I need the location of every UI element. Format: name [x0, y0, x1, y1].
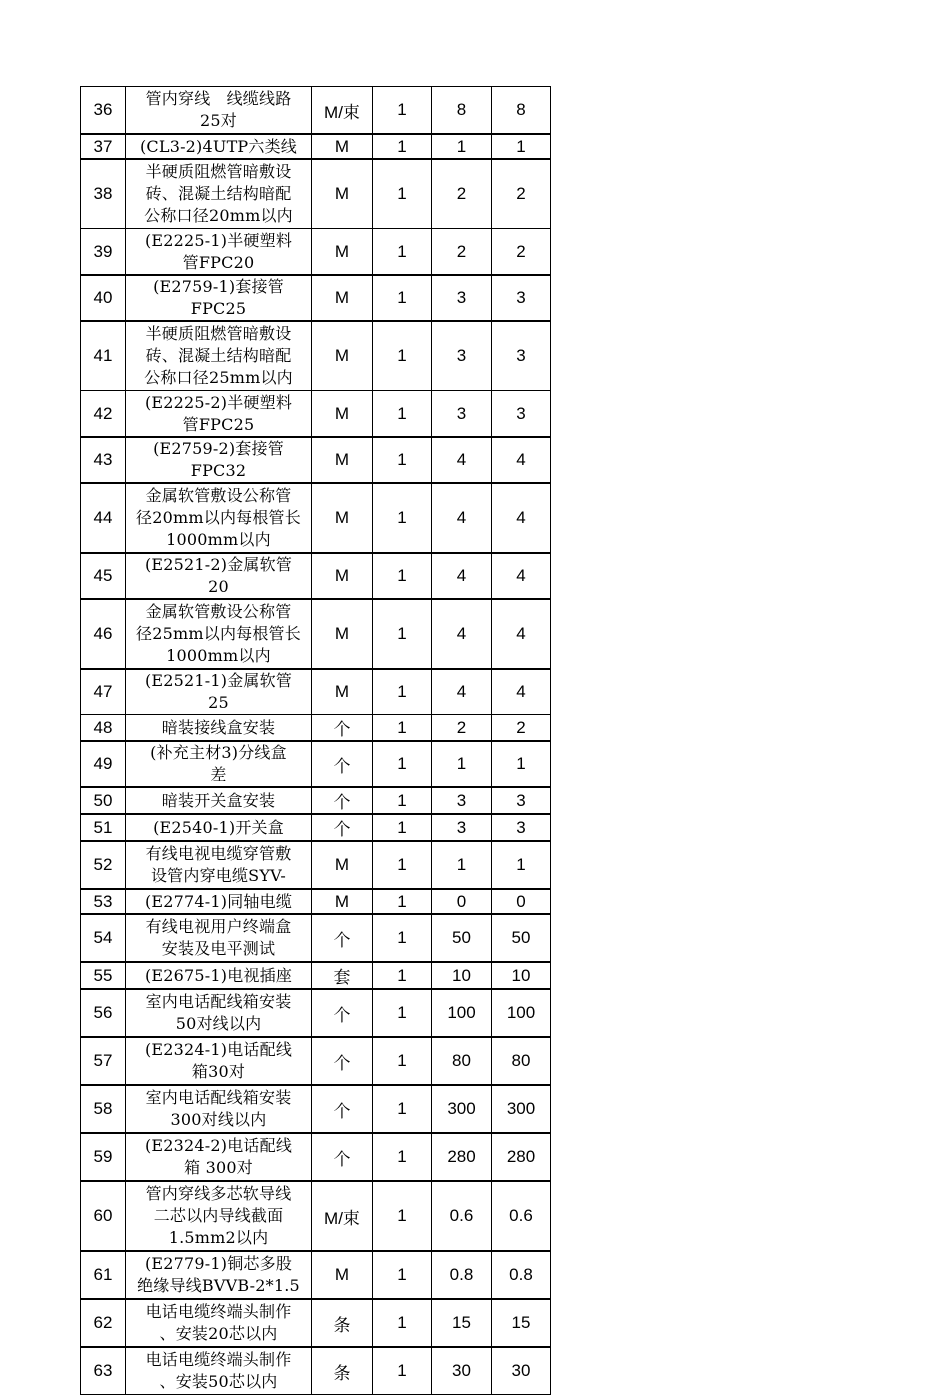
row-number-cell: 58	[81, 1085, 126, 1133]
quantity-cell: 1	[373, 599, 432, 669]
amount-cell: 3	[432, 814, 492, 841]
description-line: 砖、混凝土结构暗配	[145, 346, 292, 365]
description-cell	[126, 787, 312, 814]
quantity-cell: 1	[373, 1251, 432, 1299]
description-line: (E2225-1)半硬塑料	[144, 230, 293, 250]
description-cell	[126, 229, 312, 276]
description-line: (E2759-2)套接管	[153, 439, 284, 458]
unit-cell: 个	[312, 1037, 373, 1085]
total-cell: 280	[492, 1133, 551, 1181]
description-line: 半硬质阻燃管暗敷设	[145, 162, 292, 181]
unit-cell: M/束	[312, 1181, 373, 1251]
amount-cell: 15	[432, 1299, 492, 1347]
table-row	[81, 1181, 551, 1251]
total-cell: 0.8	[492, 1251, 551, 1299]
amount-cell: 3	[432, 391, 492, 438]
description-cell	[126, 1347, 312, 1395]
description-cell	[126, 1181, 312, 1251]
row-number-cell: 46	[81, 599, 126, 669]
description-line: 有线电视用户终端盒	[145, 917, 292, 936]
total-cell: 3	[492, 275, 551, 321]
table-row	[81, 1085, 551, 1133]
total-cell: 3	[492, 814, 551, 841]
amount-cell: 1	[432, 841, 492, 889]
row-number-cell: 59	[81, 1133, 126, 1181]
row-number-cell: 42	[81, 391, 126, 438]
table-body	[81, 87, 551, 1395]
unit-cell: 个	[312, 989, 373, 1037]
description-line: FPC25	[190, 299, 247, 318]
description-line: (E2774-1)同轴电缆	[144, 891, 293, 911]
quantity-cell: 1	[373, 553, 432, 599]
description-cell	[126, 159, 312, 229]
amount-cell: 4	[432, 437, 492, 483]
amount-cell: 30	[432, 1347, 492, 1395]
row-number-cell: 60	[81, 1181, 126, 1251]
description-line: 管FPC20	[182, 252, 255, 272]
total-cell: 3	[492, 321, 551, 391]
description-line: (E2779-1)铜芯多股	[144, 1254, 293, 1273]
total-cell: 2	[492, 715, 551, 742]
amount-cell: 2	[432, 159, 492, 229]
table-row	[81, 483, 551, 553]
total-cell: 0	[492, 889, 551, 914]
description-line: 公称口径20mm以内	[144, 206, 293, 225]
amount-cell: 4	[432, 669, 492, 715]
total-cell: 4	[492, 553, 551, 599]
unit-cell: 个	[312, 814, 373, 841]
description-cell	[126, 275, 312, 321]
row-number-cell: 39	[81, 229, 126, 276]
total-cell: 1	[492, 741, 551, 787]
quantity-cell: 1	[373, 889, 432, 914]
table-row	[81, 889, 551, 914]
table-row	[81, 87, 551, 135]
unit-cell: 个	[312, 741, 373, 787]
table-row	[81, 841, 551, 889]
description-line: 1.5mm2以内	[168, 1228, 269, 1247]
table-row	[81, 1251, 551, 1299]
row-number-cell: 61	[81, 1251, 126, 1299]
description-line: 1000mm以内	[166, 530, 271, 549]
amount-cell: 3	[432, 275, 492, 321]
table-row	[81, 1133, 551, 1181]
row-number-cell: 44	[81, 483, 126, 553]
unit-cell: M	[312, 321, 373, 391]
amount-cell: 8	[432, 87, 492, 135]
description-cell	[126, 391, 312, 438]
total-cell: 50	[492, 914, 551, 962]
description-line: (E2225-2)半硬塑料	[144, 392, 293, 412]
unit-cell: M	[312, 229, 373, 276]
unit-cell: 套	[312, 962, 373, 989]
quantity-cell: 1	[373, 1037, 432, 1085]
row-number-cell: 57	[81, 1037, 126, 1085]
row-number-cell: 41	[81, 321, 126, 391]
total-cell: 4	[492, 483, 551, 553]
total-cell: 30	[492, 1347, 551, 1395]
unit-cell: 个	[312, 787, 373, 814]
description-cell	[126, 669, 312, 715]
quantity-cell: 1	[373, 1181, 432, 1251]
row-number-cell: 47	[81, 669, 126, 715]
unit-cell: M	[312, 134, 373, 159]
unit-cell: 个	[312, 1133, 373, 1181]
description-cell	[126, 962, 312, 989]
total-cell: 15	[492, 1299, 551, 1347]
unit-cell: M	[312, 437, 373, 483]
description-line: 箱30对	[191, 1062, 246, 1081]
table-row	[81, 159, 551, 229]
description-line: 管FPC25	[182, 414, 255, 434]
row-number-cell: 49	[81, 741, 126, 787]
description-line: 径25mm以内每根管长	[136, 624, 301, 643]
quantity-cell: 1	[373, 841, 432, 889]
row-number-cell: 55	[81, 962, 126, 989]
row-number-cell: 52	[81, 841, 126, 889]
table-row	[81, 914, 551, 962]
total-cell: 4	[492, 437, 551, 483]
amount-cell: 50	[432, 914, 492, 962]
amount-cell: 0.6	[432, 1181, 492, 1251]
description-line: (E2675-1)电视插座	[144, 965, 293, 985]
total-cell: 2	[492, 159, 551, 229]
quantity-cell: 1	[373, 1347, 432, 1395]
unit-cell: M	[312, 391, 373, 438]
amount-cell: 280	[432, 1133, 492, 1181]
amount-cell: 2	[432, 715, 492, 742]
description-line: 暗装接线盒安装	[161, 717, 276, 737]
amount-cell: 3	[432, 787, 492, 814]
description-line: 金属软管敷设公称管	[145, 602, 292, 621]
description-line: 管内穿线 线缆线路	[145, 89, 292, 108]
quantity-cell: 1	[373, 962, 432, 989]
unit-cell: M	[312, 553, 373, 599]
total-cell: 10	[492, 962, 551, 989]
description-line: 公称口径25mm以内	[144, 368, 293, 387]
total-cell: 2	[492, 229, 551, 276]
quantity-cell: 1	[373, 134, 432, 159]
amount-cell: 4	[432, 483, 492, 553]
quantity-cell: 1	[373, 437, 432, 483]
row-number-cell: 36	[81, 87, 126, 135]
row-number-cell: 54	[81, 914, 126, 962]
description-line: 有线电视电缆穿管敷	[145, 844, 292, 863]
description-cell	[126, 989, 312, 1037]
quantity-cell: 1	[373, 1299, 432, 1347]
row-number-cell: 63	[81, 1347, 126, 1395]
quantity-cell: 1	[373, 989, 432, 1037]
unit-cell: M	[312, 599, 373, 669]
description-line: 安装及电平测试	[161, 939, 276, 958]
row-number-cell: 48	[81, 715, 126, 742]
description-line: 绝缘导线BVVB-2*1.5	[137, 1276, 300, 1295]
total-cell: 100	[492, 989, 551, 1037]
table-row	[81, 229, 551, 276]
amount-cell: 1	[432, 134, 492, 159]
description-cell	[126, 715, 312, 742]
amount-cell: 80	[432, 1037, 492, 1085]
amount-cell: 2	[432, 229, 492, 276]
table-row	[81, 1299, 551, 1347]
description-line: 室内电话配线箱安装	[145, 1088, 292, 1107]
amount-cell: 4	[432, 553, 492, 599]
description-cell	[126, 437, 312, 483]
quantity-cell: 1	[373, 391, 432, 438]
description-line: 暗装开关盒安装	[161, 790, 276, 810]
unit-cell: M	[312, 889, 373, 914]
description-line: (CL3-2)4UTP六类线	[139, 136, 298, 156]
amount-cell: 100	[432, 989, 492, 1037]
description-line: (E2521-1)金属软管	[144, 671, 293, 690]
description-cell	[126, 599, 312, 669]
total-cell: 4	[492, 599, 551, 669]
description-line: (E2521-2)金属软管	[144, 555, 293, 574]
description-line: 、安装20芯以内	[159, 1324, 278, 1343]
table-row	[81, 553, 551, 599]
description-line: 25	[208, 693, 229, 712]
description-line: 二芯以内导线截面	[153, 1206, 284, 1225]
unit-cell: 个	[312, 914, 373, 962]
amount-cell: 3	[432, 321, 492, 391]
description-line: 半硬质阻燃管暗敷设	[145, 324, 292, 343]
total-cell: 1	[492, 841, 551, 889]
description-cell	[126, 483, 312, 553]
total-cell: 3	[492, 787, 551, 814]
amount-cell: 0.8	[432, 1251, 492, 1299]
description-line: 设管内穿电缆SYV-	[150, 866, 287, 885]
description-line: 25对	[200, 111, 237, 130]
amount-cell: 1	[432, 741, 492, 787]
unit-cell: M	[312, 483, 373, 553]
row-number-cell: 51	[81, 814, 126, 841]
table-row	[81, 391, 551, 438]
total-cell: 80	[492, 1037, 551, 1085]
description-line: 电话电缆终端头制作	[145, 1302, 292, 1321]
unit-cell: M	[312, 841, 373, 889]
description-cell	[126, 1251, 312, 1299]
description-cell	[126, 321, 312, 391]
description-cell	[126, 553, 312, 599]
quantity-cell: 1	[373, 715, 432, 742]
description-line: (E2759-1)套接管	[153, 277, 284, 296]
quantity-table	[80, 86, 551, 1395]
row-number-cell: 62	[81, 1299, 126, 1347]
row-number-cell: 56	[81, 989, 126, 1037]
description-cell	[126, 814, 312, 841]
unit-cell: 条	[312, 1347, 373, 1395]
quantity-cell: 1	[373, 814, 432, 841]
quantity-cell: 1	[373, 1085, 432, 1133]
total-cell: 0.6	[492, 1181, 551, 1251]
quantity-cell: 1	[373, 914, 432, 962]
quantity-cell: 1	[373, 87, 432, 135]
description-line: 差	[210, 765, 227, 784]
table-row	[81, 275, 551, 321]
amount-cell: 0	[432, 889, 492, 914]
table-row	[81, 321, 551, 391]
quantity-cell: 1	[373, 275, 432, 321]
unit-cell: 条	[312, 1299, 373, 1347]
quantity-cell: 1	[373, 787, 432, 814]
table-row	[81, 1347, 551, 1395]
total-cell: 4	[492, 669, 551, 715]
amount-cell: 300	[432, 1085, 492, 1133]
description-cell	[126, 1085, 312, 1133]
description-cell	[126, 1037, 312, 1085]
quantity-cell: 1	[373, 321, 432, 391]
table-row	[81, 989, 551, 1037]
description-cell	[126, 1299, 312, 1347]
table-row	[81, 1037, 551, 1085]
row-number-cell: 53	[81, 889, 126, 914]
quantity-cell: 1	[373, 483, 432, 553]
table-row	[81, 134, 551, 159]
quantity-cell: 1	[373, 741, 432, 787]
row-number-cell: 50	[81, 787, 126, 814]
description-line: 300对线以内	[170, 1110, 267, 1129]
table-row	[81, 814, 551, 841]
description-line: (E2324-2)电话配线	[144, 1136, 293, 1155]
table-row	[81, 437, 551, 483]
description-line: 砖、混凝土结构暗配	[145, 184, 292, 203]
description-cell	[126, 914, 312, 962]
description-line: (E2540-1)开关盒	[153, 817, 284, 837]
description-line: 、安装50芯以内	[159, 1372, 278, 1391]
row-number-cell: 38	[81, 159, 126, 229]
description-line: 50对线以内	[175, 1014, 262, 1033]
description-line: 箱 300对	[184, 1158, 253, 1177]
description-line: 电话电缆终端头制作	[145, 1350, 292, 1369]
row-number-cell: 43	[81, 437, 126, 483]
description-line: 室内电话配线箱安装	[145, 992, 292, 1011]
description-line: 管内穿线多芯软导线	[145, 1184, 292, 1203]
row-number-cell: 40	[81, 275, 126, 321]
total-cell: 1	[492, 134, 551, 159]
unit-cell: M	[312, 1251, 373, 1299]
row-number-cell: 37	[81, 134, 126, 159]
total-cell: 3	[492, 391, 551, 438]
description-line: (E2324-1)电话配线	[144, 1040, 293, 1059]
total-cell: 300	[492, 1085, 551, 1133]
table-row	[81, 741, 551, 787]
description-cell	[126, 741, 312, 787]
unit-cell: 个	[312, 1085, 373, 1133]
quantity-cell: 1	[373, 669, 432, 715]
description-line: 金属软管敷设公称管	[145, 486, 292, 505]
description-cell	[126, 1133, 312, 1181]
description-cell	[126, 134, 312, 159]
quantity-cell: 1	[373, 159, 432, 229]
unit-cell: M	[312, 669, 373, 715]
unit-cell: M	[312, 159, 373, 229]
quantity-cell: 1	[373, 1133, 432, 1181]
description-line: FPC32	[190, 461, 247, 480]
table-row	[81, 962, 551, 989]
amount-cell: 10	[432, 962, 492, 989]
table-row	[81, 715, 551, 742]
description-cell	[126, 841, 312, 889]
description-line: 20	[208, 577, 229, 596]
unit-cell: 个	[312, 715, 373, 742]
quantity-cell: 1	[373, 229, 432, 276]
total-cell: 8	[492, 87, 551, 135]
table-row	[81, 787, 551, 814]
description-cell	[126, 889, 312, 914]
description-cell	[126, 87, 312, 135]
table-row	[81, 669, 551, 715]
description-line: 径20mm以内每根管长	[136, 508, 301, 527]
row-number-cell: 45	[81, 553, 126, 599]
description-line: 1000mm以内	[166, 646, 271, 665]
unit-cell: M/束	[312, 87, 373, 135]
table-row	[81, 599, 551, 669]
unit-cell: M	[312, 275, 373, 321]
amount-cell: 4	[432, 599, 492, 669]
description-line: (补充主材3)分线盒	[150, 743, 287, 762]
